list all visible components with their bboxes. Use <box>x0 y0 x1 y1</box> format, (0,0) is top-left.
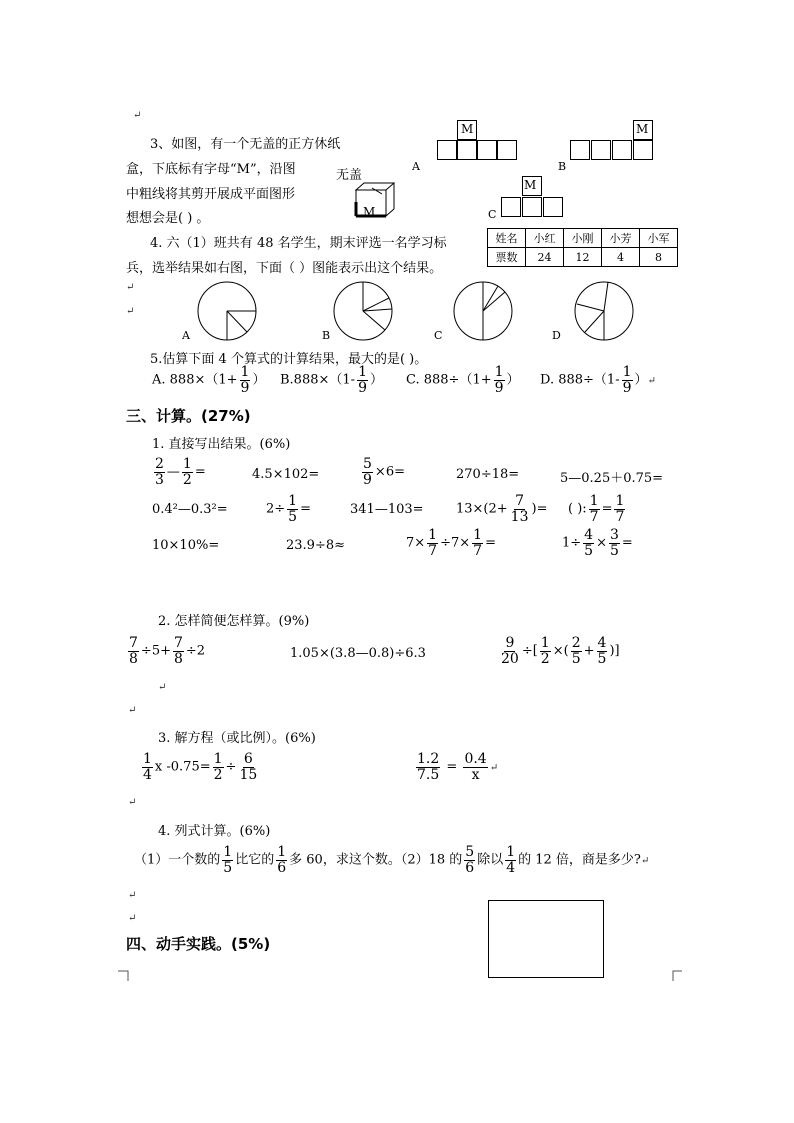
q3-line2: 盒，下底标有字母“M”，沿图 <box>126 162 296 177</box>
calc-r2-item2: 2÷ $\frac{1}{5}$ = <box>266 493 311 525</box>
calc-r3-item4: 1÷ $\frac{4}{5}$ × $\frac{3}{5}$ = <box>562 527 633 559</box>
calc-r2-item1: 0.4²—0.3²= <box>152 502 228 517</box>
pie-label-d: D <box>552 329 561 342</box>
table-cell: 小红 <box>526 229 564 248</box>
simplify-item2: 1.05×(3.8—0.8)÷6.3 <box>290 646 426 661</box>
word-problem: （1）一个数的 $\frac{1}{5}$ 比它的 $\frac{1}{6}$ 多 60，求这个数。（2）18 的 $\frac{5}{6}$ 除以 $\frac{1}{4}$ 的 12 倍，商是多少?↵ <box>134 844 650 876</box>
net-a-letter: M <box>461 122 474 136</box>
table-cell: 4 <box>602 248 640 267</box>
pie-option-a <box>196 280 258 342</box>
pie-option-d <box>573 280 635 342</box>
return-mark: ↵ <box>128 913 137 924</box>
net-a-label: A <box>412 160 420 173</box>
net-b-label: B <box>558 160 567 173</box>
table-cell: 24 <box>526 248 564 267</box>
q5-option-d: D. 888÷（1- $\frac{1}{9}$ ）↵ <box>540 364 656 396</box>
q4-line1: 4. 六（1）班共有 48 名学生，期末评选一名学习标 <box>150 236 447 251</box>
vote-table <box>487 228 678 267</box>
net-c-label: C <box>488 208 497 221</box>
q4-line2: 兵，选举结果如右图，下面（ ）图能表示出这个结果。 <box>126 261 443 276</box>
cube-letter: M <box>363 205 376 219</box>
section3-sub2: 2. 怎样简便怎样算。(9%) <box>158 614 310 629</box>
equation-1: $\frac{1}{4}$ x -0.75= $\frac{1}{2}$ ÷ $\frac{6}{15}$ <box>143 751 258 783</box>
return-mark: ↵ <box>158 682 167 693</box>
net-c-letter: M <box>524 178 537 192</box>
calc-r1-item1: $\frac{2}{3}$ — $\frac{1}{2}$ = <box>155 456 206 488</box>
q5-text: 5.估算下面 4 个算式的计算结果，最大的是( )。 <box>150 352 428 367</box>
section3-sub4: 4. 列式计算。(6%) <box>158 824 271 839</box>
pie-option-b <box>332 280 394 342</box>
margin-corner-mark-right <box>672 970 684 982</box>
q5-option-a: A. 888×（1+ $\frac{1}{9}$ ） <box>152 364 266 396</box>
return-mark: ↵ <box>128 797 137 808</box>
calc-r3-item2: 23.9÷8≈ <box>286 538 346 553</box>
calc-r2-item5: ( ): $\frac{1}{7}$ = $\frac{1}{7}$ <box>568 493 625 525</box>
pie-label-a: A <box>182 329 190 342</box>
return-mark: ↵ <box>128 705 137 716</box>
return-mark: ↵ <box>128 890 137 901</box>
pie-option-c <box>452 280 514 342</box>
return-mark: ↵ <box>133 110 142 121</box>
q3-line4: 想想会是( ) 。 <box>126 211 210 226</box>
equation-2: $\frac{1.2}{7.5}$ = $\frac{0.4}{x}$ ↵ <box>417 751 499 783</box>
q5-option-b: B.888×（1- $\frac{1}{9}$ ） <box>280 364 383 396</box>
calc-r1-item4: 270÷18= <box>456 467 520 482</box>
calc-r2-item4: 13×(2+ $\frac{7}{13}$ )= <box>456 493 548 525</box>
section3-sub3: 3. 解方程（或比例）。(6%) <box>158 731 316 746</box>
table-cell: 票数 <box>488 248 526 267</box>
net-b-letter: M <box>636 122 649 136</box>
section3-title: 三、计算。(27%) <box>126 407 251 425</box>
net-a <box>437 120 527 162</box>
pie-label-b: B <box>322 329 331 342</box>
simplify-item3: $\frac{9}{20}$ ÷[ $\frac{1}{2}$ ×( $\frac{2}{5}$ + $\frac{4}{5}$ )] <box>501 635 620 667</box>
calc-r1-item2: 4.5×102= <box>252 467 320 482</box>
table-cell: 12 <box>564 248 602 267</box>
return-mark: ↵ <box>126 306 135 317</box>
drawing-box <box>488 900 604 978</box>
margin-corner-mark-left <box>118 970 130 982</box>
q5-option-c: C. 888÷（1+ $\frac{1}{9}$ ） <box>406 364 520 396</box>
lid-label: 无盖 <box>336 168 363 183</box>
section3-sub1: 1. 直接写出结果。(6%) <box>152 437 291 452</box>
pie-label-c: C <box>434 329 443 342</box>
q3-line1: 3、如图，有一个无盖的正方休纸 <box>150 137 341 152</box>
table-cell: 小军 <box>640 229 678 248</box>
calc-r1-item5: 5—0.25＋0.75= <box>560 471 664 486</box>
simplify-item1: $\frac{7}{8}$ ÷5+ $\frac{7}{8}$ ÷2 <box>129 635 206 667</box>
vote-table-header-row <box>488 229 678 248</box>
table-cell: 姓名 <box>488 229 526 248</box>
table-cell: 8 <box>640 248 678 267</box>
return-mark: ↵ <box>126 282 135 293</box>
vote-table-values-row <box>488 248 678 267</box>
table-cell: 小芳 <box>602 229 640 248</box>
q3-line3: 中粗线将其剪开展成平面图形 <box>126 187 296 202</box>
calc-r3-item3: 7× $\frac{1}{7}$ ÷7× $\frac{1}{7}$ = <box>406 527 496 559</box>
calc-r2-item3: 341—103= <box>350 502 424 517</box>
section4-title: 四、动手实践。(5%) <box>126 935 271 953</box>
calc-r1-item3: $\frac{5}{9}$ ×6= <box>363 456 405 488</box>
calc-r3-item1: 10×10%= <box>152 538 220 553</box>
table-cell: 小刚 <box>564 229 602 248</box>
